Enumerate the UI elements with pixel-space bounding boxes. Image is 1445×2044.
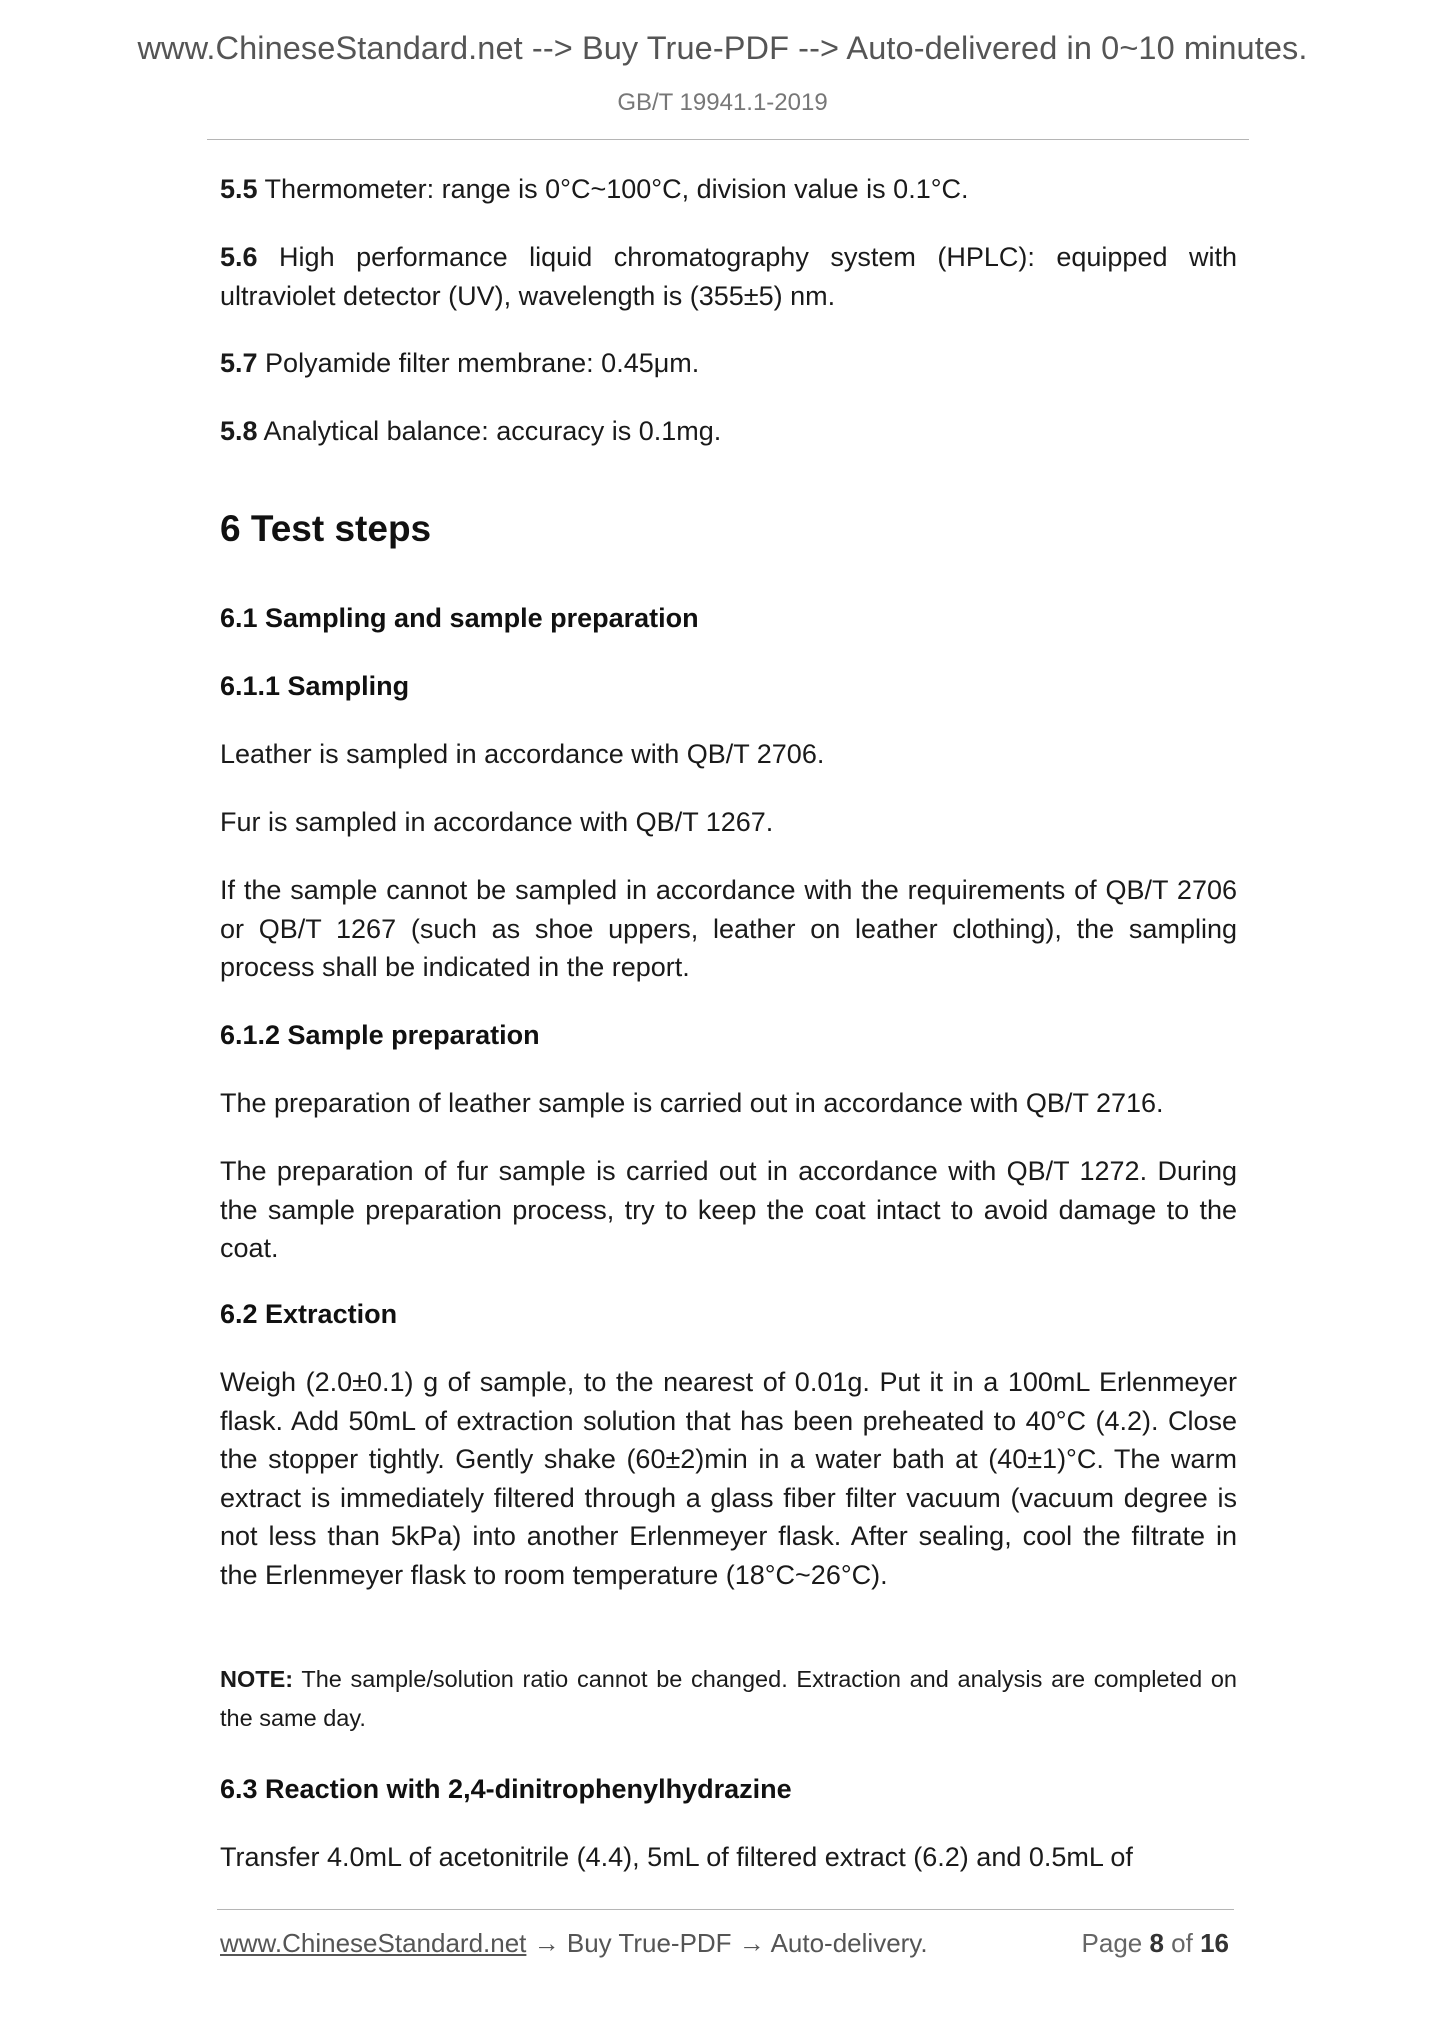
header-banner: www.ChineseStandard.net --> Buy True-PDF --> Auto-delivered in 0~10 minutes. [137, 30, 1308, 66]
heading-6-2: 6.2 Extraction [220, 1299, 398, 1329]
heading-6-1: 6.1 Sampling and sample preparation [220, 603, 699, 633]
footer-site-link[interactable]: www.ChineseStandard.net [220, 1928, 527, 1958]
note: NOTE: The sample/solution ratio cannot be changed. Extraction and analysis are completed on the same day. [220, 1666, 1237, 1731]
clause-5-5: 5.5 Thermometer: range is 0°C~100°C, division value is 0.1°C. [220, 174, 969, 204]
heading-6-1-2: 6.1.2 Sample preparation [220, 1020, 540, 1050]
standard-number: GB/T 19941.1-2019 [617, 89, 828, 116]
heading-6-3: 6.3 Reaction with 2,4-dinitrophenylhydrazine [220, 1774, 792, 1804]
heading-6-1-1: 6.1.1 Sampling [220, 671, 410, 701]
clause-5-6: 5.6 High performance liquid chromatography system (HPLC): equipped with ultraviolet detector (UV), wavelength is (355±5) nm. [220, 242, 1237, 311]
transfer-text: Transfer 4.0mL of acetonitrile (4.4), 5mL of filtered extract (6.2) and 0.5mL of [220, 1842, 1133, 1872]
footer-left [220, 1928, 928, 1959]
clause-5-8: 5.8 Analytical balance: accuracy is 0.1mg. [220, 416, 722, 446]
prep-leather: The preparation of leather sample is carried out in accordance with QB/T 2716. [220, 1088, 1164, 1118]
section-heading-6: 6 Test steps [220, 508, 432, 549]
sampling-leather: Leather is sampled in accordance with QB/T 2706. [220, 739, 825, 769]
header-divider [207, 139, 1249, 140]
page-indicator: Page 8 of 16 [1081, 1928, 1229, 1958]
footer-divider [217, 1909, 1234, 1910]
extraction-procedure: Weigh (2.0±0.1) g of sample, to the nearest of 0.01g. Put it in a 100mL Erlenmeyer flask. Add 50mL of extraction solution that has been preheated to 40°C (4.2). Close the stopper tightly. Gently shake (60±2)min in a water bath at (40±1)°C. The warm extract is immediately filtered through a glass fiber filter vacuum (vacuum degree is not less than 5kPa) into another Erlenmeyer flask. After sealing, cool the filtrate in the Erlenmeyer flask to room temperature (18°C~26°C). [220, 1367, 1237, 1590]
sampling-fur: Fur is sampled in accordance with QB/T 1267. [220, 807, 774, 837]
current-page: 8 [1149, 1928, 1164, 1958]
total-pages: 16 [1200, 1928, 1229, 1958]
footer-tagline: → Buy True-PDF → Auto-delivery. [526, 1928, 928, 1958]
clause-5-7: 5.7 Polyamide filter membrane: 0.45μm. [220, 348, 700, 378]
prep-fur: The preparation of fur sample is carried out in accordance with QB/T 1272. During the sample preparation process, try to keep the coat intact to avoid damage to the coat. [220, 1156, 1237, 1263]
sampling-exception: If the sample cannot be sampled in accordance with the requirements of QB/T 2706 or QB/T 1267 (such as shoe uppers, leather on leather clothing), the sampling process shall be indicated in the report. [220, 875, 1237, 982]
